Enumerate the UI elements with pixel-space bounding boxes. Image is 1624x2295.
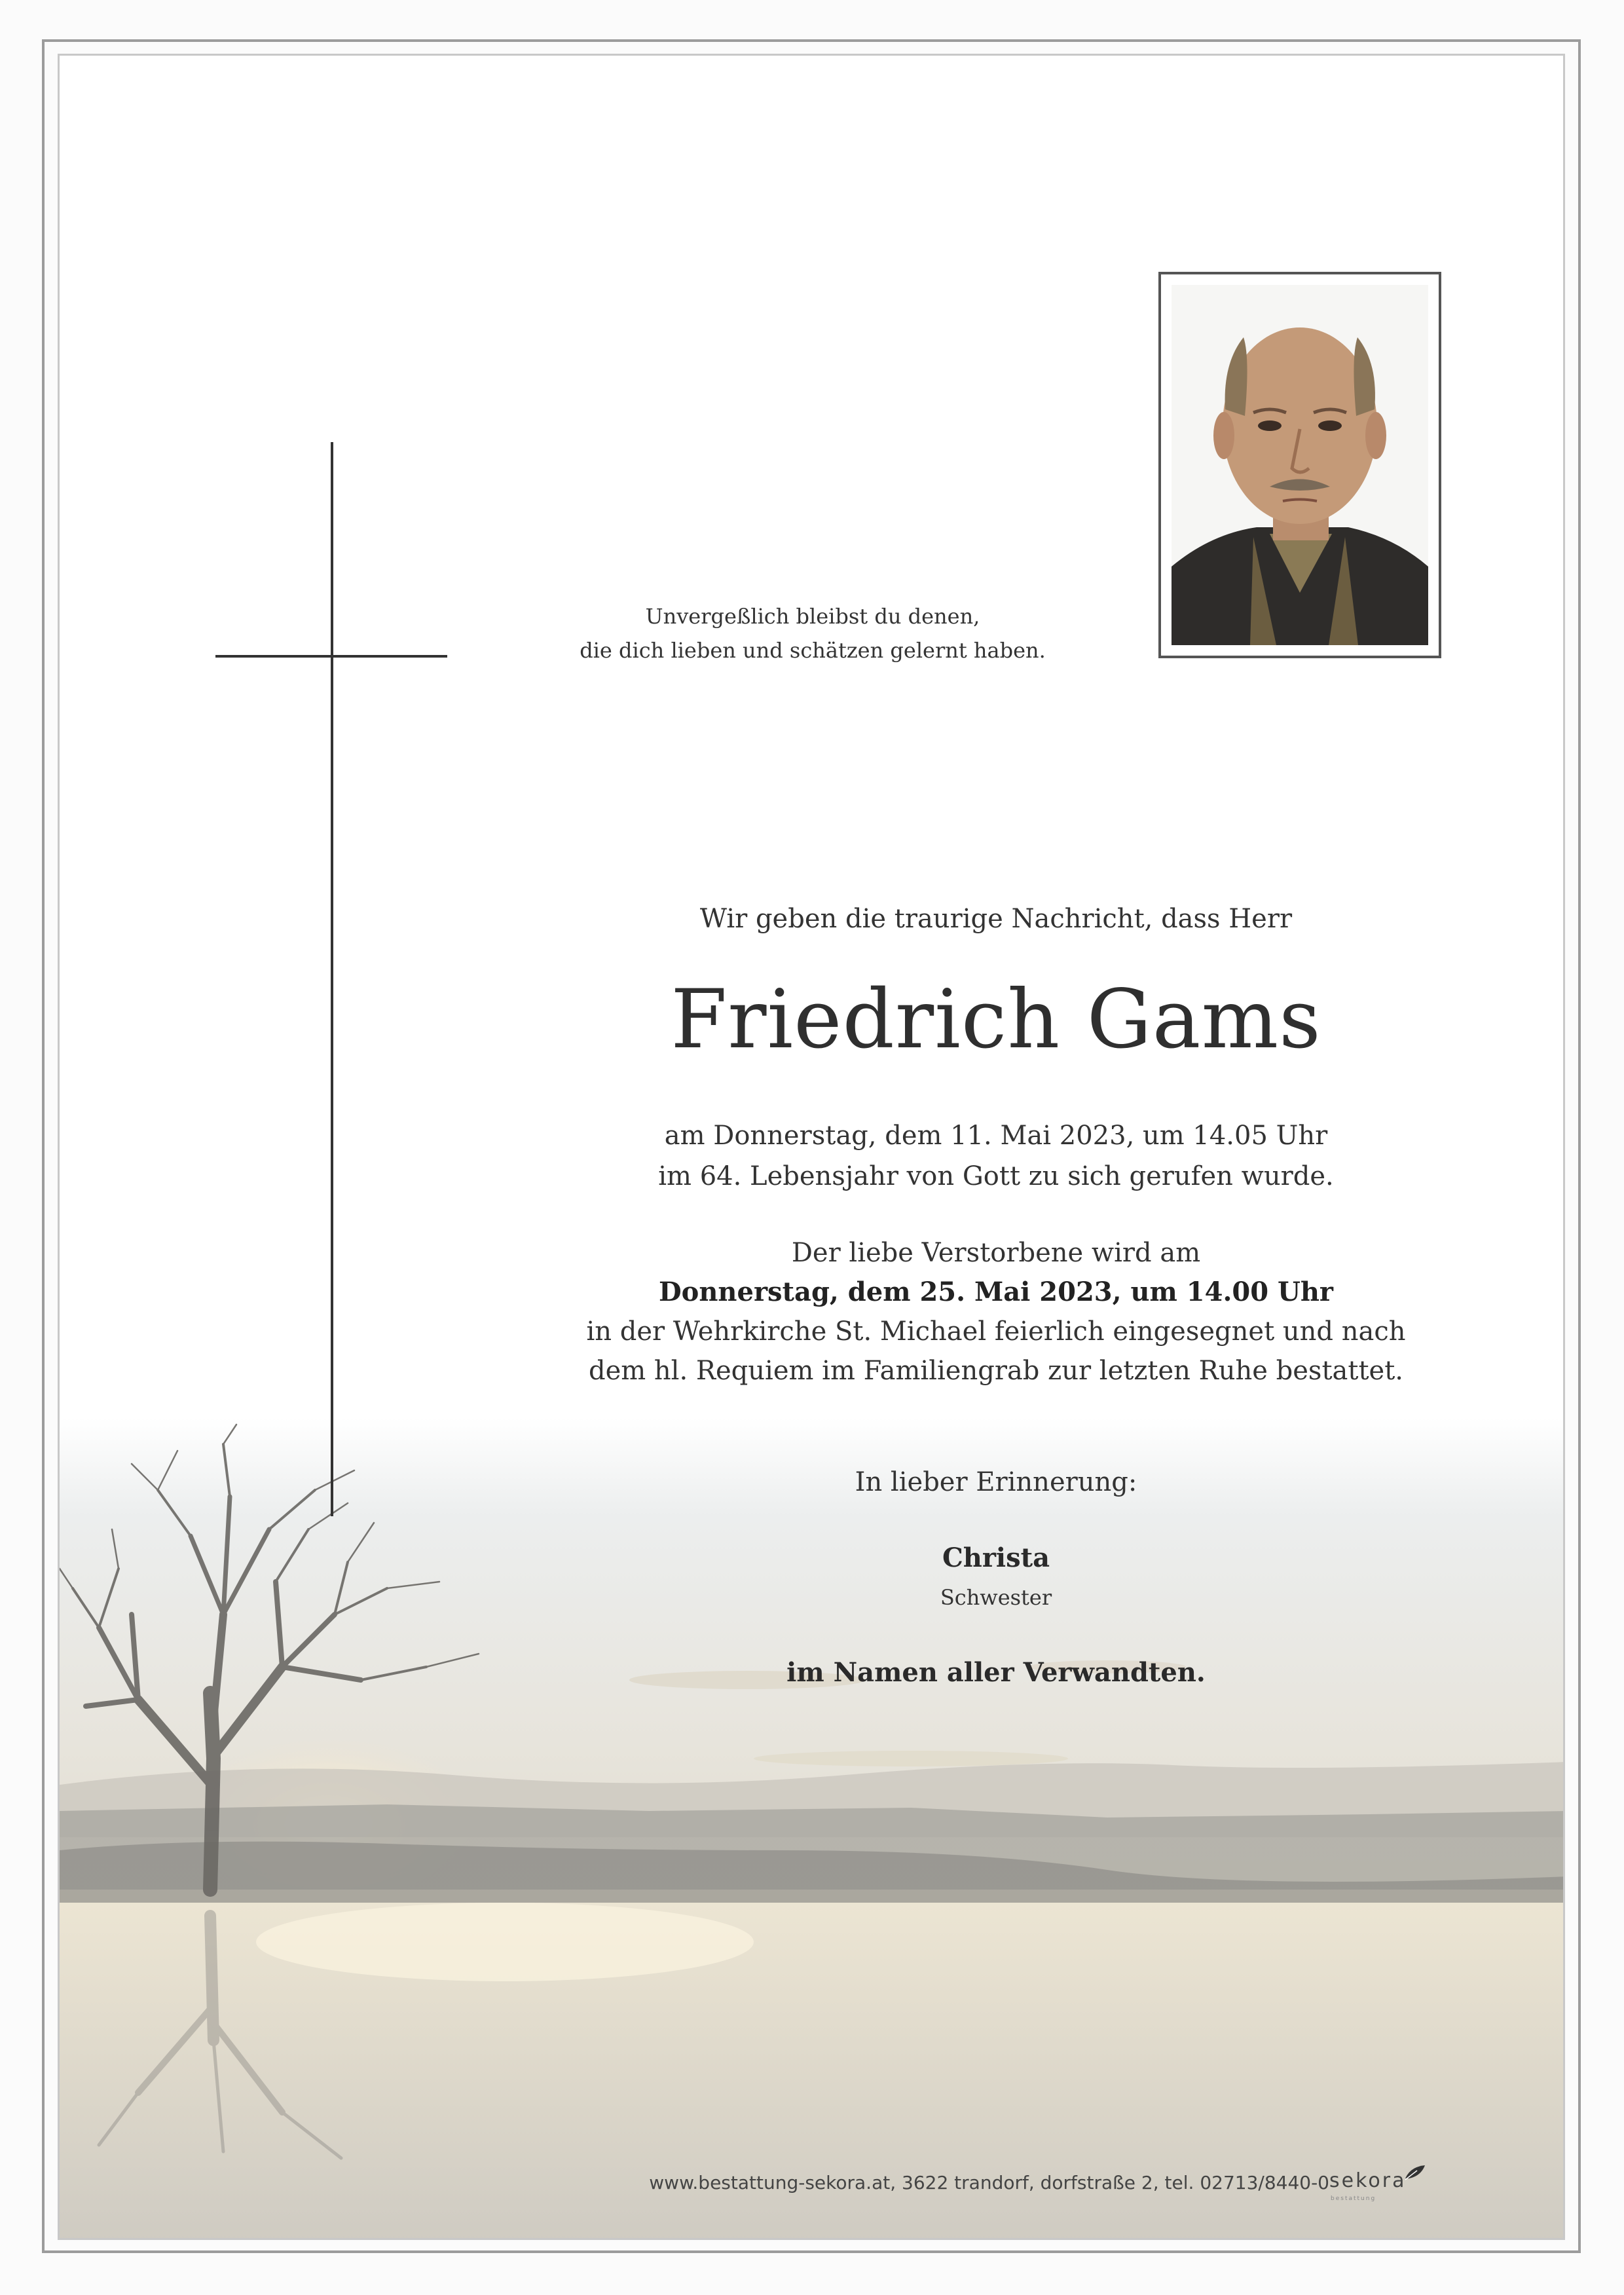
logo-text: sekora xyxy=(1329,2169,1407,2192)
leaf-icon xyxy=(1404,2164,1426,2181)
on-behalf-line: im Namen aller Verwandten. xyxy=(786,1657,1206,1688)
portrait-frame xyxy=(1158,272,1441,658)
mourner-name: Christa xyxy=(942,1542,1050,1573)
funeral-line-1: Der liebe Verstorbene wird am xyxy=(791,1238,1201,1268)
memorial-verse xyxy=(518,599,1107,667)
portrait-image xyxy=(1172,285,1428,645)
cross-icon xyxy=(331,442,333,1516)
death-date-line: am Donnerstag, dem 11. Mai 2023, um 14.05 Uhr xyxy=(664,1121,1328,1151)
footer-contact: www.bestattung-sekora.at, 3622 trandorf, dorfstraße 2, tel. 02713/8440-0 xyxy=(649,2172,1329,2193)
death-age-line: im 64. Lebensjahr von Gott zu sich gerufen wurde. xyxy=(658,1161,1334,1191)
funeral-date: Donnerstag, dem 25. Mai 2023, um 14.00 Uhr xyxy=(658,1277,1334,1307)
announcement-intro: Wir geben die traurige Nachricht, dass Herr xyxy=(699,904,1293,934)
funeral-details xyxy=(570,1233,1422,1390)
death-details xyxy=(570,1115,1422,1197)
sunset-landscape-image xyxy=(60,1418,1565,2240)
funeral-line-3: in der Wehrkirche St. Michael feierlich eingesegnet und nach xyxy=(586,1316,1406,1347)
portrait-photo xyxy=(1172,285,1428,645)
logo-subtitle: bestattung xyxy=(1331,2195,1376,2202)
cross-bar xyxy=(215,655,447,658)
funeral-line-4: dem hl. Requiem im Familiengrab zur letzten Ruhe bestattet. xyxy=(588,1356,1403,1386)
mourner-relation: Schwester xyxy=(940,1585,1052,1610)
memory-heading: In lieber Erinnerung: xyxy=(855,1467,1137,1497)
verse-line-2: die dich lieben und schätzen gelernt haben. xyxy=(580,638,1046,663)
deceased-name: Friedrich Gams xyxy=(671,973,1321,1067)
inner-border xyxy=(58,54,1565,2240)
verse-line-1: Unvergeßlich bleibst du denen, xyxy=(645,604,980,629)
sekora-logo xyxy=(1329,2161,1428,2207)
